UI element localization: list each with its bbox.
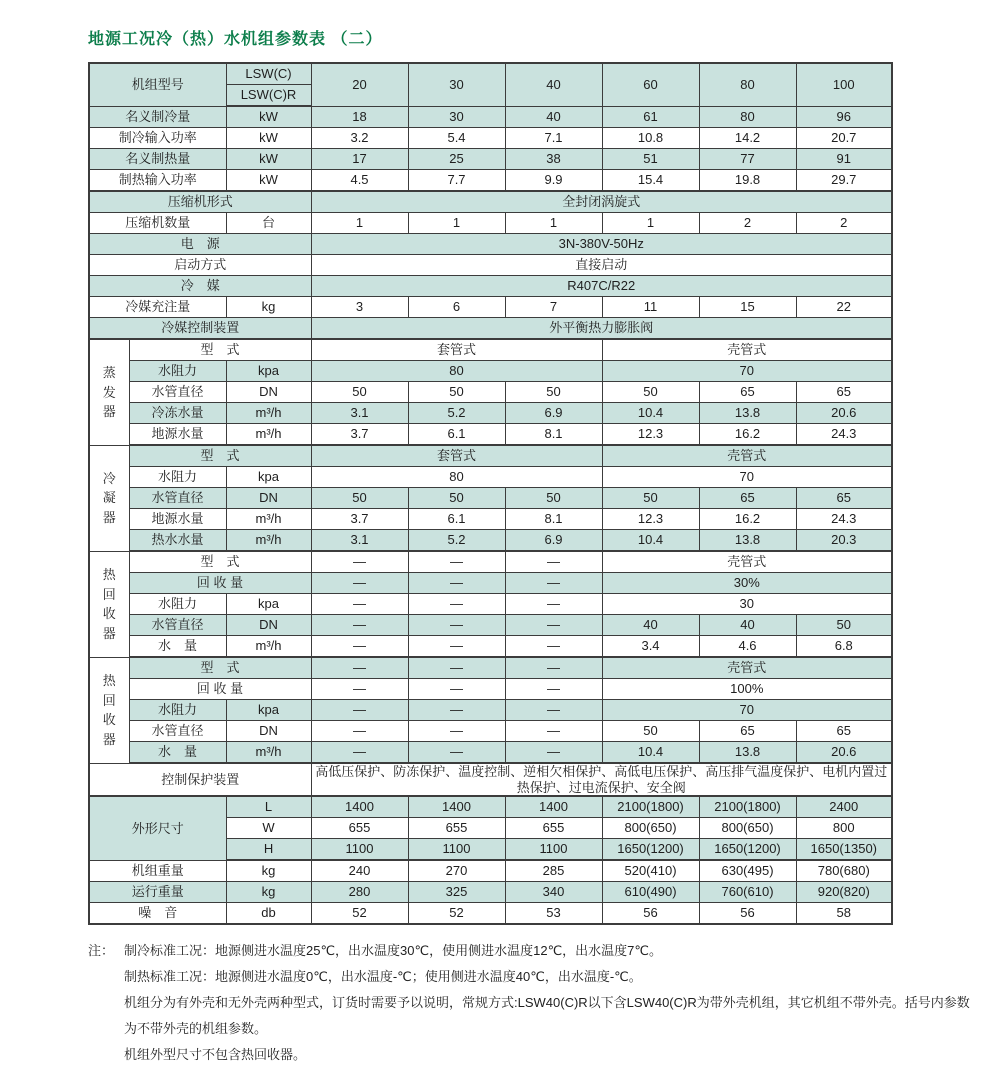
row-condenser-hot-flow (89, 530, 892, 552)
unit-label: W (226, 818, 311, 839)
unit-label: kg (226, 860, 311, 882)
unit-label: H (226, 839, 311, 861)
value-cell: 24.3 (796, 424, 892, 446)
row-refrigerant (89, 276, 892, 297)
row-label: 冷媒控制装置 (89, 318, 311, 340)
value-cell: 760(610) (699, 882, 796, 903)
row-label: 型 式 (129, 339, 311, 361)
row-label: 运行重量 (89, 882, 226, 903)
value-cell: 77 (699, 149, 796, 170)
row-label: 水管直径 (129, 721, 226, 742)
row-label: 水阻力 (129, 700, 226, 721)
note-line: 机组分为有外壳和无外壳两种型式，订货时需要予以说明，常规方式:LSW40(C)R以下含LSW40(C)R为带外壳机组，其它机组不带外壳。括号内参数为不带外壳的机组参数。 (124, 995, 970, 1037)
value-cell: 1 (505, 213, 602, 234)
model-header-cell: 机组型号 (89, 63, 226, 106)
row-hr1-recovery (89, 573, 892, 594)
value-cell: 1650(1200) (699, 839, 796, 861)
value-cell: 2100(1800) (699, 796, 796, 818)
group-label-evaporator: 蒸发器 (89, 339, 129, 445)
dash-cell: — (505, 551, 602, 573)
unit-label: m³/h (226, 636, 311, 658)
row-protection (89, 763, 892, 796)
value-cell: 13.8 (699, 530, 796, 552)
dash-cell: — (505, 721, 602, 742)
row-running-weight (89, 882, 892, 903)
value-cell: 3.7 (311, 509, 408, 530)
value-cell: 直接启动 (311, 255, 892, 276)
row-heating-input (89, 170, 892, 192)
model-column-header: 100 (796, 63, 892, 106)
value-cell: 65 (699, 488, 796, 509)
unit-label: 台 (226, 213, 311, 234)
note-line: 机组外型尺寸不包含热回收器。 (124, 1047, 307, 1063)
row-label: 水管直径 (129, 382, 226, 403)
row-noise (89, 903, 892, 925)
value-cell: 全封闭涡旋式 (311, 191, 892, 213)
value-cell: 1 (408, 213, 505, 234)
unit-label: kpa (226, 700, 311, 721)
value-cell: 5.2 (408, 530, 505, 552)
value-cell: 800(650) (699, 818, 796, 839)
protection-value: 高低压保护、防冻保护、温度控制、逆相欠相保护、高低电压保护、高压排气温度保护、电机内置过热保护、过电流保护、安全阀 (311, 763, 892, 796)
series-bottom-cell: LSW(C)R (226, 85, 311, 107)
row-label: 型 式 (129, 657, 311, 679)
value-cell: 100% (602, 679, 892, 700)
value-cell: 6 (408, 297, 505, 318)
value-cell: 91 (796, 149, 892, 170)
unit-label: kpa (226, 361, 311, 382)
value-cell: 53 (505, 903, 602, 925)
value-cell: 630(495) (699, 860, 796, 882)
row-evaporator-diameter (89, 382, 892, 403)
row-label: 名义制冷量 (89, 106, 226, 128)
row-power-supply (89, 234, 892, 255)
value-cell: 65 (796, 721, 892, 742)
header-row-1 (89, 63, 892, 85)
row-label: 型 式 (129, 551, 311, 573)
unit-label: db (226, 903, 311, 925)
row-hr1-flow (89, 636, 892, 658)
row-label: 机组重量 (89, 860, 226, 882)
unit-label: kpa (226, 594, 311, 615)
value-cell: 1 (602, 213, 699, 234)
row-refrigerant-charge (89, 297, 892, 318)
value-cell: 65 (699, 721, 796, 742)
value-cell: 3N-380V-50Hz (311, 234, 892, 255)
row-compressor-type (89, 191, 892, 213)
row-label: 型 式 (129, 445, 311, 467)
dash-cell: — (408, 594, 505, 615)
value-cell: 30 (408, 106, 505, 128)
unit-label: kW (226, 149, 311, 170)
value-cell: 10.8 (602, 128, 699, 149)
value-cell: 7 (505, 297, 602, 318)
value-cell: 40 (699, 615, 796, 636)
value-cell: 1400 (505, 796, 602, 818)
value-cell: 50 (602, 488, 699, 509)
value-cell: 18 (311, 106, 408, 128)
value-cell: 1 (311, 213, 408, 234)
value-cell: 3.7 (311, 424, 408, 446)
row-unit-weight (89, 860, 892, 882)
value-cell: 2 (796, 213, 892, 234)
row-label: 地源水量 (129, 424, 226, 446)
row-hr1-resistance (89, 594, 892, 615)
value-cell: 520(410) (602, 860, 699, 882)
dash-cell: — (505, 742, 602, 764)
row-cooling-input (89, 128, 892, 149)
unit-label: kg (226, 297, 311, 318)
row-condenser-resistance (89, 467, 892, 488)
value-cell: 65 (796, 382, 892, 403)
row-compressor-count (89, 213, 892, 234)
row-label: 名义制热量 (89, 149, 226, 170)
value-cell: 15 (699, 297, 796, 318)
row-label: 回 收 量 (129, 573, 311, 594)
model-column-header: 20 (311, 63, 408, 106)
value-cell: 80 (699, 106, 796, 128)
value-cell: 29.7 (796, 170, 892, 192)
dash-cell: — (311, 742, 408, 764)
unit-label: DN (226, 382, 311, 403)
dash-cell: — (311, 594, 408, 615)
row-heating-capacity (89, 149, 892, 170)
value-cell: 8.1 (505, 424, 602, 446)
value-cell: 50 (505, 488, 602, 509)
value-cell: 16.2 (699, 509, 796, 530)
value-cell: 6.9 (505, 530, 602, 552)
value-cell: 3.1 (311, 530, 408, 552)
row-evaporator-source-flow (89, 424, 892, 446)
unit-label: m³/h (226, 742, 311, 764)
row-label: 控制保护装置 (89, 763, 311, 796)
row-condenser-diameter (89, 488, 892, 509)
value-cell: 20.6 (796, 403, 892, 424)
row-hr2-diameter (89, 721, 892, 742)
value-cell: 655 (408, 818, 505, 839)
row-label: 水管直径 (129, 488, 226, 509)
value-cell: 96 (796, 106, 892, 128)
value-cell: 50 (311, 488, 408, 509)
unit-label: kg (226, 882, 311, 903)
row-evaporator-resistance (89, 361, 892, 382)
value-cell: 80 (311, 467, 602, 488)
value-cell: 20.6 (796, 742, 892, 764)
dash-cell: — (505, 594, 602, 615)
value-cell: 22 (796, 297, 892, 318)
dash-cell: — (311, 573, 408, 594)
row-condenser-type (89, 445, 892, 467)
value-cell: 50 (602, 382, 699, 403)
row-hr2-flow (89, 742, 892, 764)
unit-label: kpa (226, 467, 311, 488)
value-cell: 800 (796, 818, 892, 839)
value-cell: 套管式 (311, 339, 602, 361)
value-cell: 3 (311, 297, 408, 318)
value-cell: 2100(1800) (602, 796, 699, 818)
row-hr2-recovery (89, 679, 892, 700)
unit-label: m³/h (226, 403, 311, 424)
series-top-cell: LSW(C) (226, 63, 311, 85)
row-label: 回 收 量 (129, 679, 311, 700)
value-cell: 40 (602, 615, 699, 636)
value-cell: 340 (505, 882, 602, 903)
model-column-header: 30 (408, 63, 505, 106)
value-cell: 6.1 (408, 424, 505, 446)
group-label-condenser: 冷凝器 (89, 445, 129, 551)
dash-cell: — (311, 679, 408, 700)
dash-cell: — (505, 657, 602, 679)
value-cell: 套管式 (311, 445, 602, 467)
row-hr1-diameter (89, 615, 892, 636)
value-cell: 30% (602, 573, 892, 594)
value-cell: 58 (796, 903, 892, 925)
value-cell: 655 (505, 818, 602, 839)
row-evaporator-chilled-flow (89, 403, 892, 424)
unit-label: DN (226, 615, 311, 636)
dash-cell: — (408, 742, 505, 764)
value-cell: 6.1 (408, 509, 505, 530)
value-cell: 7.7 (408, 170, 505, 192)
dash-cell: — (311, 721, 408, 742)
value-cell: 70 (602, 361, 892, 382)
value-cell: 56 (699, 903, 796, 925)
notes-prefix: 注： (88, 943, 115, 959)
value-cell: 50 (311, 382, 408, 403)
dash-cell: — (311, 636, 408, 658)
dash-cell: — (505, 700, 602, 721)
row-label: 电 源 (89, 234, 311, 255)
value-cell: 13.8 (699, 742, 796, 764)
value-cell: 40 (505, 106, 602, 128)
value-cell: 52 (311, 903, 408, 925)
value-cell: 17 (311, 149, 408, 170)
value-cell: 610(490) (602, 882, 699, 903)
dash-cell: — (505, 615, 602, 636)
dash-cell: — (408, 615, 505, 636)
value-cell: 920(820) (796, 882, 892, 903)
row-label: 水 量 (129, 742, 226, 764)
unit-label: m³/h (226, 509, 311, 530)
value-cell: 1100 (408, 839, 505, 861)
unit-parameter-table (88, 62, 893, 925)
unit-label: DN (226, 721, 311, 742)
value-cell: 12.3 (602, 424, 699, 446)
value-cell: 6.8 (796, 636, 892, 658)
value-cell: 65 (796, 488, 892, 509)
row-hr2-type (89, 657, 892, 679)
value-cell: 270 (408, 860, 505, 882)
row-label: 地源水量 (129, 509, 226, 530)
dash-cell: — (408, 657, 505, 679)
value-cell: 1400 (311, 796, 408, 818)
row-label: 冷冻水量 (129, 403, 226, 424)
value-cell: 10.4 (602, 742, 699, 764)
value-cell: 50 (796, 615, 892, 636)
model-column-header: 40 (505, 63, 602, 106)
row-condenser-source-flow (89, 509, 892, 530)
value-cell: 13.8 (699, 403, 796, 424)
dash-cell: — (311, 700, 408, 721)
value-cell: 5.4 (408, 128, 505, 149)
value-cell: 外平衡热力膨胀阀 (311, 318, 892, 340)
value-cell: 50 (602, 721, 699, 742)
value-cell: 4.5 (311, 170, 408, 192)
row-evaporator-type (89, 339, 892, 361)
value-cell: 25 (408, 149, 505, 170)
dash-cell: — (311, 615, 408, 636)
value-cell: 70 (602, 700, 892, 721)
value-cell: 65 (699, 382, 796, 403)
row-dimension-l (89, 796, 892, 818)
value-cell: 2400 (796, 796, 892, 818)
value-cell: R407C/R22 (311, 276, 892, 297)
dash-cell: — (505, 679, 602, 700)
notes-section (88, 938, 973, 1068)
model-column-header: 60 (602, 63, 699, 106)
note-line: 制热标准工况：地源侧进水温度0℃，出水温度-℃；使用侧进水温度40℃，出水温度-℃。 (124, 969, 642, 985)
row-cooling-capacity (89, 106, 892, 128)
row-label: 水阻力 (129, 467, 226, 488)
dash-cell: — (408, 700, 505, 721)
value-cell: 51 (602, 149, 699, 170)
value-cell: 70 (602, 467, 892, 488)
value-cell: 61 (602, 106, 699, 128)
value-cell: 9.9 (505, 170, 602, 192)
value-cell: 11 (602, 297, 699, 318)
model-column-header: 80 (699, 63, 796, 106)
row-label: 制热输入功率 (89, 170, 226, 192)
value-cell: 50 (505, 382, 602, 403)
row-label: 冷媒充注量 (89, 297, 226, 318)
note-line: 制冷标准工况：地源侧进水温度25℃，出水温度30℃，使用侧进水温度12℃，出水温度7℃。 (124, 943, 663, 959)
unit-label: kW (226, 128, 311, 149)
value-cell: 15.4 (602, 170, 699, 192)
value-cell: 38 (505, 149, 602, 170)
row-hr1-type (89, 551, 892, 573)
value-cell: 1100 (311, 839, 408, 861)
unit-label: m³/h (226, 530, 311, 552)
row-hr2-resistance (89, 700, 892, 721)
value-cell: 5.2 (408, 403, 505, 424)
row-label: 热水水量 (129, 530, 226, 552)
value-cell: 56 (602, 903, 699, 925)
value-cell: 壳管式 (602, 445, 892, 467)
unit-label: DN (226, 488, 311, 509)
value-cell: 285 (505, 860, 602, 882)
row-label: 压缩机形式 (89, 191, 311, 213)
value-cell: 1650(1200) (602, 839, 699, 861)
row-refrigerant-control (89, 318, 892, 340)
value-cell: 19.8 (699, 170, 796, 192)
value-cell: 655 (311, 818, 408, 839)
value-cell: 50 (408, 488, 505, 509)
dash-cell: — (505, 636, 602, 658)
value-cell: 16.2 (699, 424, 796, 446)
value-cell: 24.3 (796, 509, 892, 530)
dash-cell: — (311, 657, 408, 679)
value-cell: 3.2 (311, 128, 408, 149)
value-cell: 1650(1350) (796, 839, 892, 861)
dash-cell: — (408, 679, 505, 700)
value-cell: 20.7 (796, 128, 892, 149)
dash-cell: — (408, 721, 505, 742)
dash-cell: — (311, 551, 408, 573)
row-label: 制冷输入功率 (89, 128, 226, 149)
row-label: 压缩机数量 (89, 213, 226, 234)
value-cell: 780(680) (796, 860, 892, 882)
row-label: 水管直径 (129, 615, 226, 636)
value-cell: 8.1 (505, 509, 602, 530)
value-cell: 30 (602, 594, 892, 615)
value-cell: 12.3 (602, 509, 699, 530)
value-cell: 2 (699, 213, 796, 234)
value-cell: 280 (311, 882, 408, 903)
value-cell: 3.1 (311, 403, 408, 424)
value-cell: 1400 (408, 796, 505, 818)
value-cell: 52 (408, 903, 505, 925)
row-label: 启动方式 (89, 255, 311, 276)
unit-label: kW (226, 106, 311, 128)
dash-cell: — (408, 551, 505, 573)
value-cell: 50 (408, 382, 505, 403)
group-label-heat-recovery-2: 热回收器 (89, 657, 129, 763)
dash-cell: — (408, 636, 505, 658)
row-start-mode (89, 255, 892, 276)
group-label-heat-recovery-1: 热回收器 (89, 551, 129, 657)
row-label: 水阻力 (129, 594, 226, 615)
value-cell: 800(650) (602, 818, 699, 839)
value-cell: 14.2 (699, 128, 796, 149)
value-cell: 3.4 (602, 636, 699, 658)
unit-label: L (226, 796, 311, 818)
value-cell: 20.3 (796, 530, 892, 552)
value-cell: 80 (311, 361, 602, 382)
row-label: 噪 音 (89, 903, 226, 925)
value-cell: 7.1 (505, 128, 602, 149)
unit-label: m³/h (226, 424, 311, 446)
dash-cell: — (408, 573, 505, 594)
value-cell: 240 (311, 860, 408, 882)
value-cell: 10.4 (602, 530, 699, 552)
value-cell: 10.4 (602, 403, 699, 424)
value-cell: 1100 (505, 839, 602, 861)
dimensions-label: 外形尺寸 (89, 796, 226, 860)
value-cell: 6.9 (505, 403, 602, 424)
row-label: 水 量 (129, 636, 226, 658)
value-cell: 325 (408, 882, 505, 903)
row-label: 水阻力 (129, 361, 226, 382)
value-cell: 壳管式 (602, 657, 892, 679)
value-cell: 4.6 (699, 636, 796, 658)
unit-label: kW (226, 170, 311, 192)
row-label: 冷 媒 (89, 276, 311, 297)
page-title: 地源工况冷（热）水机组参数表 （二） (88, 31, 383, 48)
value-cell: 壳管式 (602, 339, 892, 361)
dash-cell: — (505, 573, 602, 594)
value-cell: 壳管式 (602, 551, 892, 573)
